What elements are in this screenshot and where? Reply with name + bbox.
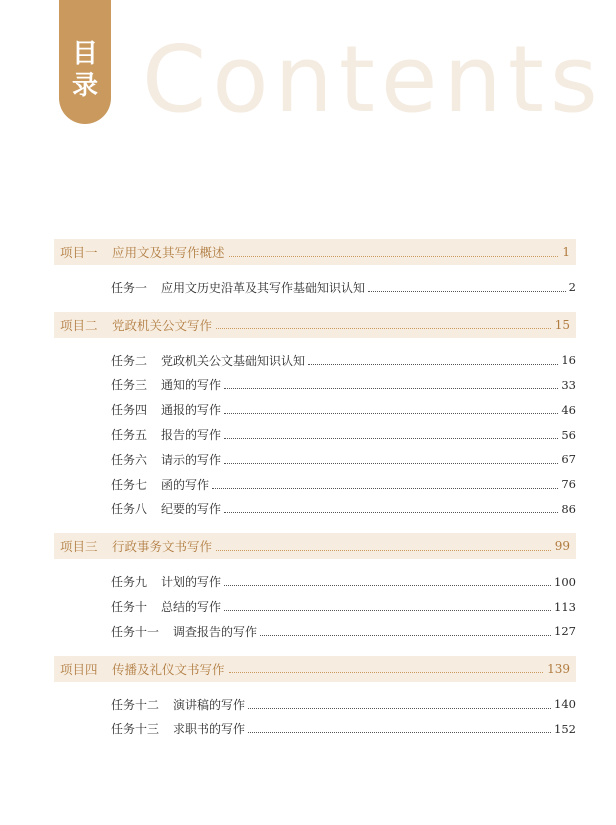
task-page: 127 [554, 624, 576, 639]
task-title: 通知的写作 [161, 378, 222, 393]
dot-leader [224, 405, 558, 414]
task-number: 任务四 [111, 403, 148, 418]
project-number: 项目一 [60, 245, 98, 260]
dot-leader [248, 700, 551, 709]
task-list [54, 338, 576, 534]
task-page: 16 [561, 353, 576, 368]
task-list [54, 265, 576, 312]
task-title: 应用文历史沿革及其写作基础知识认知 [161, 280, 366, 295]
task-page: 76 [561, 477, 576, 492]
task-page: 2 [568, 280, 576, 295]
task-page: 152 [554, 721, 576, 736]
task-title: 党政机关公文基础知识认知 [161, 353, 306, 368]
task-number: 任务二 [111, 353, 148, 368]
toc-task-11[interactable] [111, 619, 576, 644]
task-number: 任务五 [111, 428, 148, 443]
toc-project-2[interactable] [54, 312, 576, 338]
task-number: 任务六 [111, 452, 148, 467]
project-page: 99 [554, 539, 570, 554]
tab-char-lu: 录 [71, 71, 98, 101]
task-title: 演讲稿的写作 [173, 697, 246, 712]
project-page: 15 [554, 317, 570, 332]
task-page: 113 [554, 599, 576, 614]
toc-project-1[interactable] [54, 239, 576, 265]
task-number: 任务七 [111, 477, 148, 492]
task-number: 任务十 [111, 600, 148, 615]
task-title: 调查报告的写作 [173, 624, 258, 639]
dot-leader [224, 430, 558, 439]
toc-task-8[interactable] [111, 497, 576, 522]
task-title: 计划的写作 [161, 575, 222, 590]
page-title: Contents [142, 26, 604, 133]
task-title: 总结的写作 [161, 600, 222, 615]
project-number: 项目三 [60, 539, 98, 555]
project-number: 项目二 [60, 317, 98, 333]
toc-task-3[interactable] [111, 373, 576, 398]
task-number: 任务一 [111, 280, 148, 295]
toc-task-12[interactable] [111, 692, 576, 717]
task-page: 100 [554, 574, 576, 589]
task-title: 求职书的写作 [173, 722, 246, 737]
task-title: 请示的写作 [161, 452, 222, 467]
project-page: 1 [562, 245, 570, 259]
task-title: 函的写作 [161, 477, 210, 492]
toc-task-5[interactable] [111, 422, 576, 447]
dot-leader [248, 724, 551, 733]
task-number: 任务九 [111, 575, 148, 590]
toc-task-10[interactable] [111, 594, 576, 619]
dot-leader [224, 504, 558, 513]
dot-leader [308, 356, 558, 365]
project-title: 党政机关公文写作 [112, 317, 213, 333]
dot-leader [224, 577, 551, 586]
project-title: 传播及礼仪文书写作 [112, 661, 225, 677]
dot-leader [212, 480, 558, 489]
task-number: 任务十三 [111, 722, 160, 737]
dot-leader [224, 455, 558, 464]
dot-leader [224, 380, 558, 389]
task-list [54, 559, 576, 655]
task-page: 67 [561, 452, 576, 467]
project-page: 139 [547, 661, 570, 676]
toc-task-9[interactable] [111, 569, 576, 594]
task-page: 46 [561, 402, 576, 417]
task-page: 140 [554, 697, 576, 712]
task-number: 任务八 [111, 502, 148, 517]
task-list [54, 682, 576, 754]
dot-leader [260, 627, 551, 636]
project-title: 行政事务文书写作 [112, 539, 213, 555]
dot-leader [216, 320, 551, 329]
toc-task-2[interactable] [111, 348, 576, 373]
toc-project-3[interactable] [54, 533, 576, 559]
task-title: 纪要的写作 [161, 502, 222, 517]
task-title: 通报的写作 [161, 403, 222, 418]
task-number: 任务十二 [111, 697, 160, 712]
task-number: 任务三 [111, 378, 148, 393]
dot-leader [368, 283, 566, 292]
toc-task-4[interactable] [111, 397, 576, 422]
toc-task-13[interactable] [111, 717, 576, 742]
dot-leader [224, 602, 551, 611]
task-number: 任务十一 [111, 624, 160, 639]
toc-project-4[interactable] [54, 656, 576, 682]
table-of-contents [54, 239, 576, 753]
toc-task-7[interactable] [111, 472, 576, 497]
project-title: 应用文及其写作概述 [112, 245, 225, 260]
task-title: 报告的写作 [161, 428, 222, 443]
toc-task-1[interactable] [111, 275, 576, 300]
tab-char-mu: 目 [71, 39, 98, 69]
dot-leader [216, 542, 551, 551]
task-page: 56 [561, 427, 576, 442]
task-page: 86 [561, 501, 576, 516]
toc-task-6[interactable] [111, 447, 576, 472]
toc-tab-label [59, 0, 111, 124]
project-number: 项目四 [60, 661, 98, 677]
dot-leader [229, 248, 559, 257]
task-page: 33 [561, 377, 576, 392]
dot-leader [229, 664, 544, 673]
